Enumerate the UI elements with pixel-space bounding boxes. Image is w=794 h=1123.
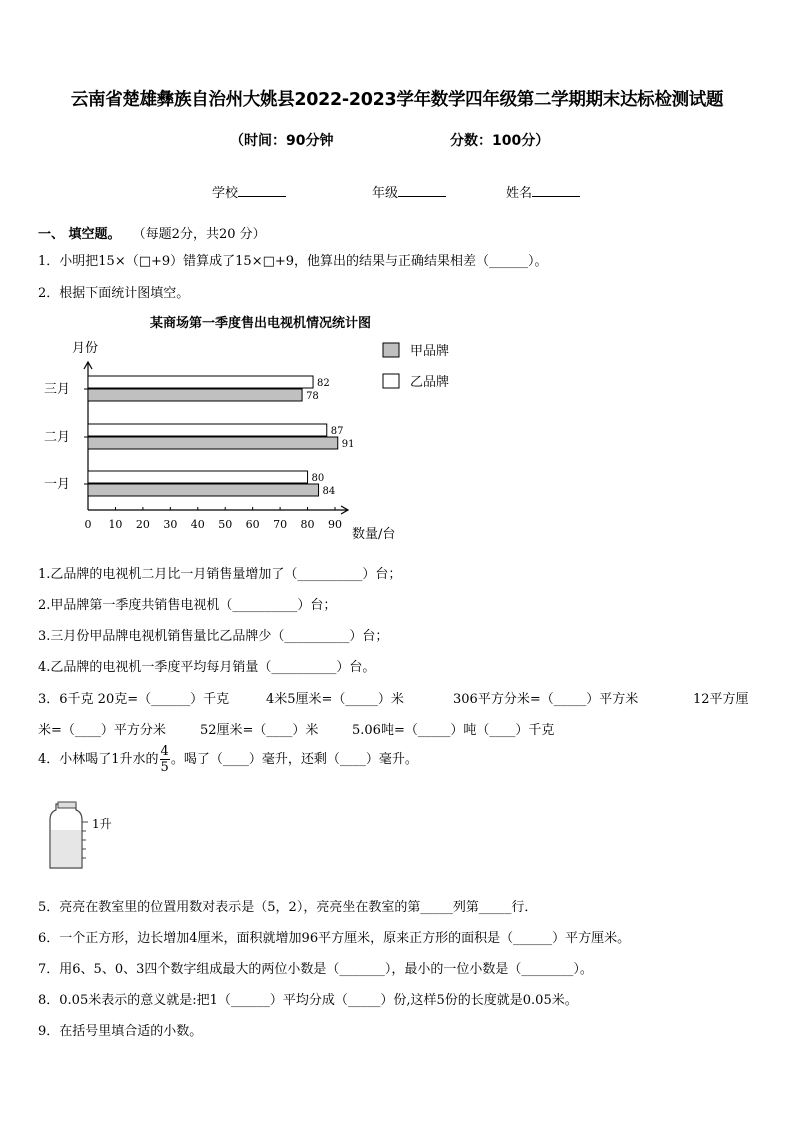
bar-value-label: 87	[330, 426, 344, 437]
x-tick-label: 20	[135, 518, 150, 531]
question-4-prefix: 4．小林喝了1升水的	[38, 752, 159, 767]
bar-value-label: 91	[341, 439, 355, 450]
bar	[88, 424, 327, 436]
question-4	[38, 744, 418, 775]
question-2-sub-3: 3.三月份甲品牌电视机销售量比乙品牌少（__________）台；	[38, 629, 389, 644]
question-7: 7．用6、5、0、3四个数字组成最大的两位小数是（_______），最小的一位小数是（________）。	[38, 962, 593, 977]
x-tick-label: 60	[245, 518, 260, 531]
category-label: 三月	[44, 382, 71, 397]
school-label: 学校	[212, 186, 239, 201]
bar-chart	[30, 310, 470, 550]
grade-field[interactable]	[372, 182, 446, 201]
bottle-label: 1升	[92, 817, 112, 831]
name-label: 姓名	[506, 186, 533, 201]
x-tick-label: 50	[218, 518, 233, 531]
question-3-part-d: 12平方厘	[693, 692, 749, 707]
legend-label: 甲品牌	[410, 344, 450, 359]
exam-time: （时间：90分钟	[230, 133, 334, 149]
question-1: 1．小明把15×（□+9）错算成了15×□+9，他算出的结果与正确结果相差（______）。	[38, 254, 548, 269]
category-label: 一月	[44, 477, 71, 492]
chart-title: 某商场第一季度售出电视机情况统计图	[150, 316, 372, 331]
question-6: 6．一个正方形，边长增加4厘米，面积就增加96平方厘米，原来正方形的面积是（______）平方厘米。	[38, 931, 631, 946]
x-tick-label: 40	[190, 518, 205, 531]
question-5: 5．亮亮在教室里的位置用数对表示是（5，2），亮亮坐在教室的第_____列第_____行．	[38, 900, 538, 915]
school-blank[interactable]	[238, 184, 286, 197]
question-3-part-g: 5.06吨=（_____）吨（____）千克	[352, 723, 555, 738]
legend-swatch	[383, 343, 399, 357]
exam-score: 分数：100分）	[450, 133, 550, 149]
section-title: 一、 填空题。	[38, 227, 121, 242]
water-bottle-icon	[44, 800, 134, 872]
x-tick-label: 70	[273, 518, 288, 531]
x-axis-label: 数量/台	[352, 527, 396, 542]
page-title: 云南省楚雄彝族自治州大姚县2022-2023学年数学四年级第二学期期末达标检测试题	[70, 90, 724, 110]
x-tick-label: 10	[108, 518, 123, 531]
bar	[88, 484, 319, 496]
question-3-part-a: 3．6千克 20克=（______）千克	[38, 692, 230, 707]
bar-value-label: 82	[317, 378, 330, 389]
name-field[interactable]	[506, 182, 580, 201]
question-2-sub-1: 1.乙品牌的电视机二月比一月销售量增加了（__________）台；	[38, 567, 402, 582]
bar	[88, 389, 302, 401]
question-8: 8．0.05米表示的意义就是:把1（______）平均分成（_____）份,这样5份的长度就是0.05米。	[38, 993, 578, 1008]
question-3-part-e: 米=（____）平方分米	[38, 723, 166, 738]
question-4-suffix: 。喝了（____）毫升，还剩（____）毫升。	[170, 752, 418, 767]
legend-swatch	[383, 374, 399, 388]
bar-value-label: 84	[322, 486, 336, 497]
x-tick-label: 30	[163, 518, 178, 531]
question-3-part-f: 52厘米=（____）米	[200, 723, 319, 738]
school-field[interactable]	[212, 182, 286, 201]
question-3-part-b: 4米5厘米=（_____）米	[266, 692, 404, 707]
question-2-sub-4: 4.乙品牌的电视机一季度平均每月销量（__________）台。	[38, 660, 376, 675]
question-2: 2．根据下面统计图填空。	[38, 286, 190, 301]
section-note: （每题2分，共20 分）	[132, 227, 266, 242]
bar	[88, 376, 313, 388]
x-tick-label: 90	[328, 518, 342, 531]
bar	[88, 471, 308, 483]
fraction-denominator: 5	[160, 760, 169, 775]
grade-blank[interactable]	[398, 184, 446, 197]
grade-label: 年级	[372, 186, 399, 201]
fraction	[160, 744, 170, 775]
bar-value-label: 78	[306, 391, 319, 402]
x-tick-label: 80	[300, 518, 315, 531]
question-9: 9．在括号里填合适的小数。	[38, 1024, 203, 1039]
question-3-part-c: 306平方分米=（_____）平方米	[453, 692, 639, 707]
x-tick-label: 0	[84, 518, 92, 531]
name-blank[interactable]	[532, 184, 580, 197]
legend-label: 乙品牌	[410, 375, 450, 390]
section-heading	[38, 223, 266, 242]
fraction-numerator: 4	[160, 744, 169, 759]
question-2-sub-2: 2.甲品牌第一季度共销售电视机（__________）台；	[38, 598, 337, 613]
y-axis-label: 月份	[72, 341, 99, 356]
bar-value-label: 80	[311, 473, 325, 484]
bar	[88, 437, 338, 449]
category-label: 二月	[44, 430, 71, 445]
